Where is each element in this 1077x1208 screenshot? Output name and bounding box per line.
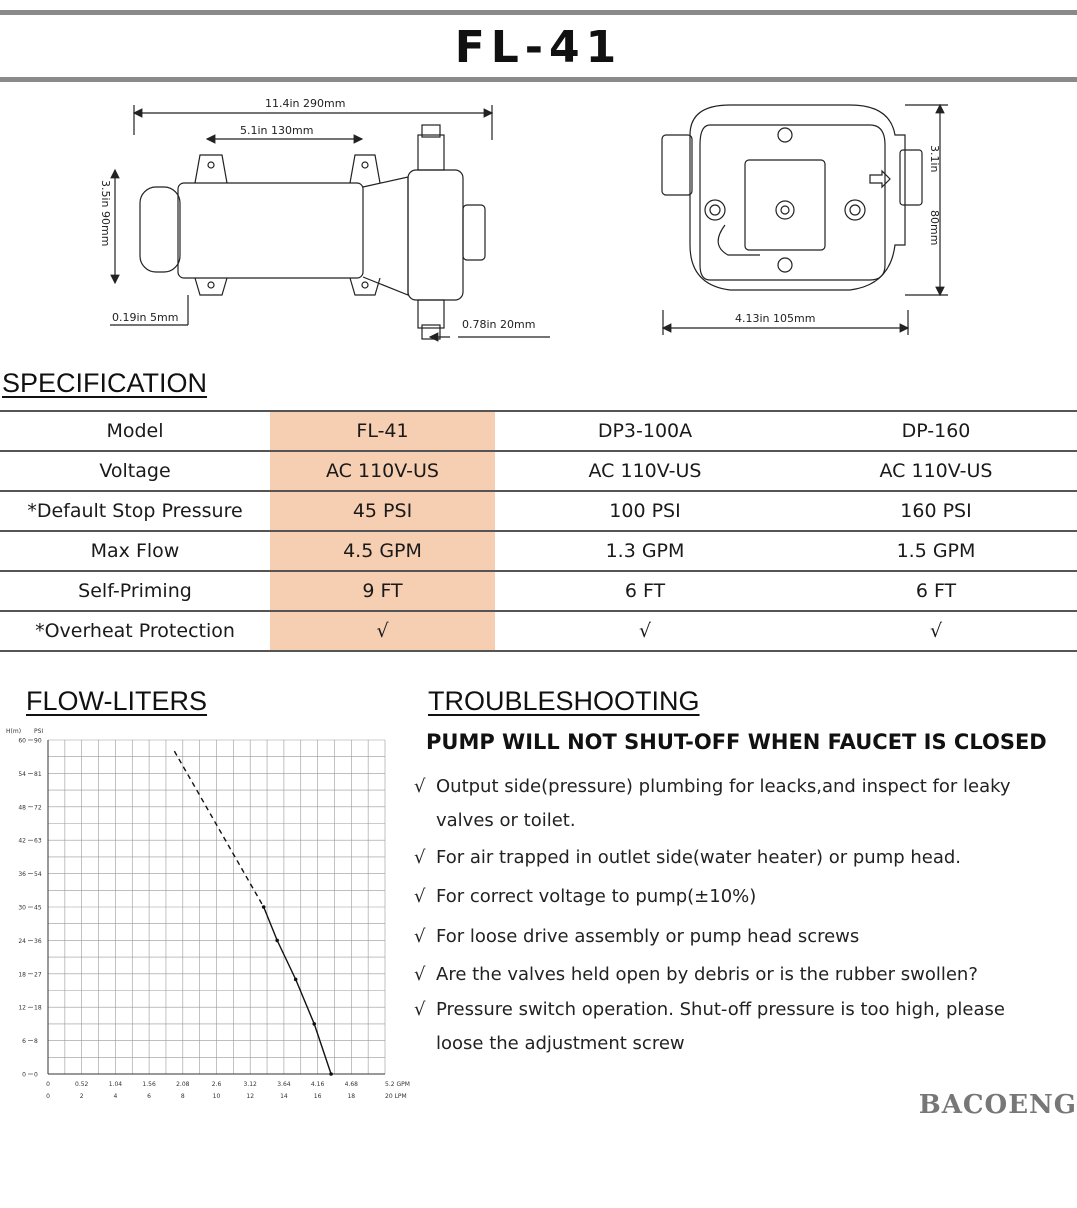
- table-row: [0, 411, 1077, 451]
- spec-label: *Default Stop Pressure: [0, 491, 270, 531]
- specification-table: [0, 410, 1077, 652]
- check-icon: √: [414, 999, 426, 1020]
- list-item: [414, 920, 1074, 954]
- table-row: [0, 611, 1077, 651]
- y-tick-label-h: 12: [18, 1004, 26, 1012]
- x-tick-label-lpm: 2: [79, 1093, 84, 1100]
- table-row: [0, 491, 1077, 531]
- spec-cell-fl41: 45 PSI: [270, 491, 495, 531]
- x-tick-label-gpm: 2.6: [211, 1081, 222, 1088]
- y-tick-label-h: 36: [18, 871, 26, 879]
- spec-cell-dp160: 1.5 GPM: [795, 531, 1077, 571]
- table-row: [0, 451, 1077, 491]
- y-tick-label-h: 24: [18, 937, 26, 945]
- dim-port-size: 0.78in 20mm: [462, 318, 536, 331]
- spec-cell-fl41: 9 FT: [270, 571, 495, 611]
- x-tick-label-gpm: 0.52: [75, 1081, 89, 1088]
- specification-title: SPECIFICATION: [2, 368, 208, 398]
- data-point: [294, 978, 298, 982]
- check-icon: √: [414, 964, 426, 985]
- y-tick-label-h: 0: [22, 1071, 26, 1079]
- x-tick-label-lpm: 6: [147, 1093, 152, 1100]
- x-tick-label-gpm: 3.12: [243, 1081, 257, 1088]
- dim-mount-hole: 0.19in 5mm: [112, 311, 179, 324]
- data-point: [262, 905, 266, 909]
- x-tick-label-lpm: 18: [347, 1093, 356, 1100]
- y-tick-label-psi: 27: [34, 971, 42, 979]
- y-axis-label-h: H(m): [6, 728, 22, 735]
- dim-width-front: 4.13in 105mm: [735, 312, 816, 325]
- data-point: [275, 939, 279, 943]
- flow-title: FLOW-LITERS: [26, 686, 208, 716]
- x-tick-label-lpm: 20 LPM: [385, 1093, 407, 1100]
- list-item-text: Pressure switch operation. Shut-off pressure is too high, please: [436, 999, 1005, 1020]
- brand-logo: BACOENG: [918, 1090, 1077, 1120]
- x-tick-label-lpm: 12: [246, 1093, 255, 1100]
- spec-cell-dp3: 1.3 GPM: [495, 531, 795, 571]
- spec-cell-dp3: 6 FT: [495, 571, 795, 611]
- spec-cell-fl41: FL-41: [270, 411, 495, 451]
- list-item-text: Are the valves held open by debris or is the rubber swollen?: [436, 964, 978, 985]
- x-tick-label-lpm: 14: [280, 1093, 288, 1100]
- list-item-text: Output side(pressure) plumbing for leacks,and inspect for leaky valves or toilet.: [436, 776, 1011, 831]
- dim-height-front-in: 3.1in: [928, 145, 941, 173]
- flow-chart: [0, 724, 420, 1104]
- y-tick-label-psi: 72: [34, 804, 42, 812]
- x-tick-label-lpm: 4: [113, 1093, 118, 1100]
- spec-cell-dp160: √: [795, 611, 1077, 651]
- dim-length-overall: 11.4in 290mm: [265, 97, 346, 110]
- spec-cell-dp3: AC 110V-US: [495, 451, 795, 491]
- y-tick-label-h: 30: [18, 904, 26, 912]
- y-tick-label-psi: 18: [34, 1004, 42, 1012]
- spec-cell-fl41: 4.5 GPM: [270, 531, 495, 571]
- y-tick-label-psi: 63: [34, 837, 42, 845]
- list-item-text: For air trapped in outlet side(water heater) or pump head.: [436, 847, 962, 868]
- top-rule: [0, 10, 1077, 15]
- x-tick-label-gpm: 4.16: [310, 1081, 325, 1088]
- spec-cell-dp160: DP-160: [795, 411, 1077, 451]
- y-tick-label-h: 42: [18, 837, 26, 845]
- x-tick-label-gpm: 1.56: [142, 1081, 156, 1088]
- x-tick-label-lpm: 8: [180, 1093, 185, 1100]
- x-tick-label-lpm: 16: [313, 1093, 322, 1100]
- y-tick-label-h: 54: [18, 770, 26, 778]
- list-item-text: For correct voltage to pump(±10%): [436, 886, 757, 907]
- x-tick-label-lpm: 10: [212, 1093, 221, 1100]
- troubleshooting-title: TROUBLESHOOTING: [428, 686, 700, 716]
- spec-label: Model: [0, 411, 270, 451]
- list-item: [414, 770, 1074, 838]
- spec-cell-fl41: AC 110V-US: [270, 451, 495, 491]
- x-tick-label-gpm: 5.2 GPM: [385, 1081, 410, 1088]
- list-item-text: For loose drive assembly or pump head screws: [436, 926, 860, 947]
- list-item-text: loose the adjustment screw: [436, 1033, 685, 1054]
- x-tick-label-gpm: 3.64: [277, 1081, 291, 1088]
- table-row: [0, 531, 1077, 571]
- data-point: [312, 1022, 316, 1026]
- x-tick-label-gpm: 1.04: [108, 1081, 123, 1088]
- spec-cell-dp160: 160 PSI: [795, 491, 1077, 531]
- y-tick-label-h: 6: [22, 1038, 26, 1046]
- y-tick-label-psi: 0: [34, 1071, 38, 1079]
- y-tick-label-psi: 45: [34, 904, 42, 912]
- list-item: [414, 841, 1074, 875]
- check-icon: √: [414, 886, 426, 907]
- dim-mount-spacing: 5.1in 130mm: [240, 124, 314, 137]
- list-item: [414, 958, 1074, 992]
- spec-cell-dp160: AC 110V-US: [795, 451, 1077, 491]
- spec-label: Voltage: [0, 451, 270, 491]
- spec-cell-dp3: 100 PSI: [495, 491, 795, 531]
- dim-height: 3.5in 90mm: [99, 180, 112, 247]
- y-axis-label-psi: PSI: [34, 728, 44, 735]
- y-tick-label-psi: 8: [34, 1038, 38, 1046]
- troubleshooting-heading: PUMP WILL NOT SHUT-OFF WHEN FAUCET IS CLOSED: [426, 730, 1047, 754]
- spec-cell-dp160: 6 FT: [795, 571, 1077, 611]
- y-tick-label-h: 18: [18, 971, 26, 979]
- list-item: [414, 993, 1074, 1027]
- pump-front-view: [650, 95, 970, 345]
- y-tick-label-h: 60: [18, 737, 26, 745]
- list-item: [414, 880, 1074, 914]
- y-tick-label-psi: 36: [34, 937, 42, 945]
- spec-cell-dp3: √: [495, 611, 795, 651]
- spec-cell-fl41: √: [270, 611, 495, 651]
- y-tick-label-psi: 54: [34, 871, 42, 879]
- spec-label: *Overheat Protection: [0, 611, 270, 651]
- x-tick-label-gpm: 2.08: [176, 1081, 190, 1088]
- check-icon: √: [414, 847, 426, 868]
- check-icon: √: [414, 776, 426, 797]
- dim-height-front-mm: 80mm: [928, 210, 941, 246]
- list-item-continued: [414, 1027, 1074, 1061]
- check-icon: √: [414, 926, 426, 947]
- y-tick-label-psi: 81: [34, 770, 42, 778]
- data-point: [329, 1072, 333, 1076]
- spec-cell-dp3: DP3-100A: [495, 411, 795, 451]
- x-tick-label-lpm: 0: [46, 1093, 50, 1100]
- spec-label: Self-Priming: [0, 571, 270, 611]
- title-rule: [0, 77, 1077, 82]
- x-tick-label-gpm: 0: [46, 1081, 50, 1088]
- page-title: FL-41: [454, 22, 623, 73]
- y-tick-label-psi: 90: [34, 737, 42, 745]
- table-row: [0, 571, 1077, 611]
- spec-label: Max Flow: [0, 531, 270, 571]
- y-tick-label-h: 48: [18, 804, 26, 812]
- x-tick-label-gpm: 4.68: [344, 1081, 358, 1088]
